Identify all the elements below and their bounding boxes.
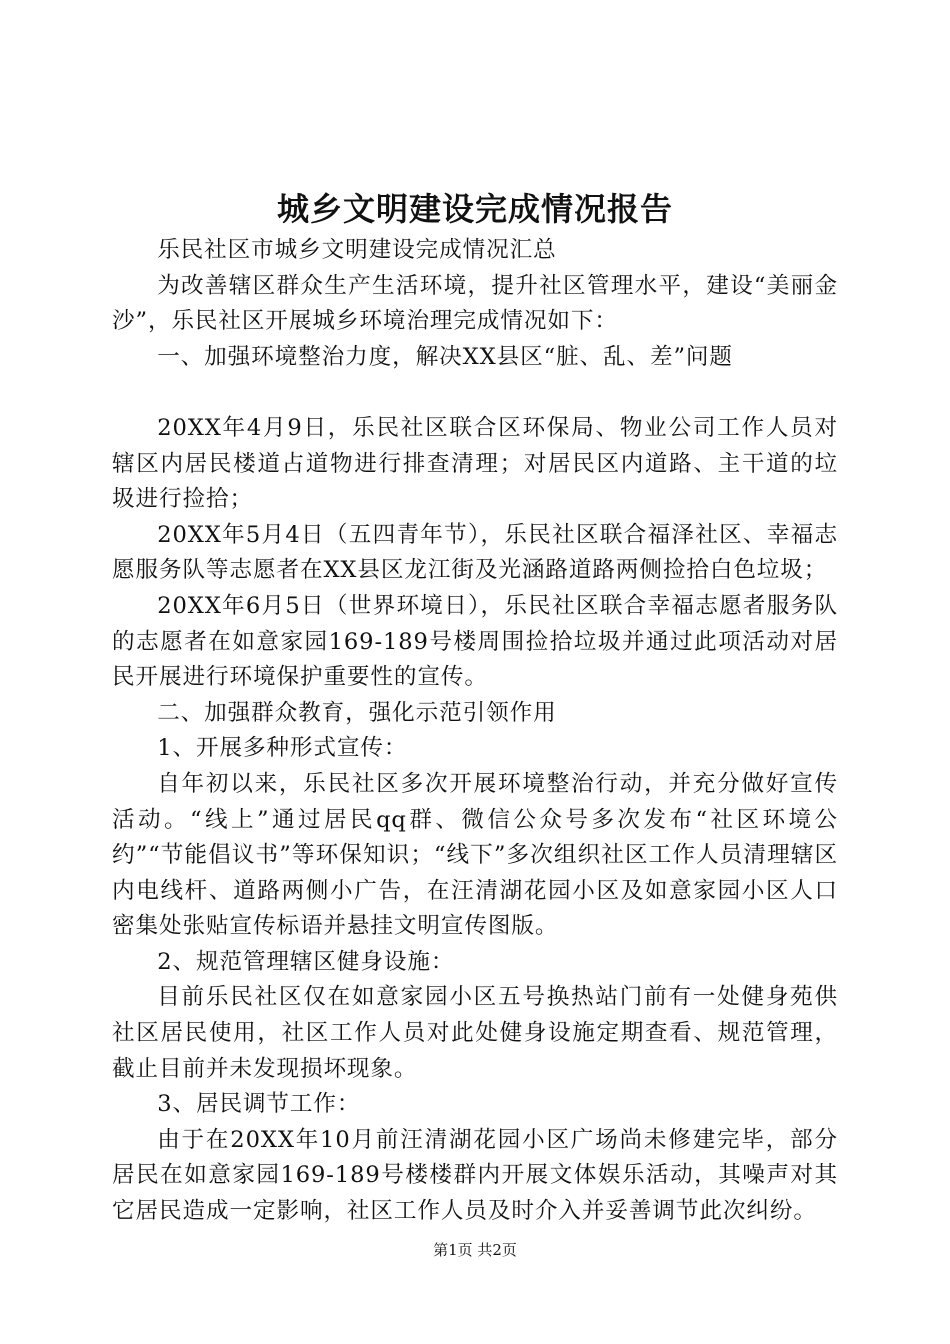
subheading-publicity: 1、开展多种形式宣传： — [157, 735, 408, 762]
paragraph-fitness: 目前乐民社区仅在如意家园小区五号换热站门前有一处健身苑供社区居民使用，社区工作人员对此处健身设施定期查看、规范管理，截止目前并未发现损坏现象。 — [112, 984, 838, 1082]
paragraph-summary-heading: 乐民社区市城乡文明建设完成情况汇总 — [157, 237, 557, 263]
paragraph-publicity: 自年初以来，乐民社区多次开展环境整治行动，并充分做好宣传活动。“线上”通过居民qq群、微信公众号多次发布“社区环境公约”“节能倡议书”等环保知识；“线下”多次组织社区工作人员清理辖区内电线杆、道路两侧小广告，在汪清湖花园小区及如意家园小区人口密集处张贴宣传标语并悬挂文明宣传图版。 — [112, 770, 838, 940]
subheading-mediation: 3、居民调节工作： — [157, 1091, 361, 1118]
section-heading-2: 二、加强群众教育，强化示范引领作用 — [157, 699, 557, 726]
document-title: 城乡文明建设完成情况报告 — [276, 190, 673, 228]
section-heading-1: 一、加强环境整治力度，解决XX县区“脏、乱、差”问题 — [157, 343, 733, 370]
subheading-fitness: 2、规范管理辖区健身设施： — [157, 948, 455, 975]
paragraph-june-activity: 20XX年6月5日（世界环境日），乐民社区联合幸福志愿者服务队的志愿者在如意家园169-189号楼周围捡拾垃圾并通过此项活动对居民开展进行环境保护重要性的宣传。 — [112, 592, 838, 691]
paragraph-april-activity: 20XX年4月9日，乐民社区联合区环保局、物业公司工作人员对辖区内居民楼道占道物进行排查清理；对居民区内道路、主干道的垃圾进行捡拾； — [112, 414, 838, 513]
paragraph-mediation: 由于在20XX年10月前汪清湖花园小区广场尚未修建完毕，部分居民在如意家园169-189号楼楼群内开展文体娱乐活动，其噪声对其它居民造成一定影响，社区工作人员及时介入并妥善调节此次纠纷。 — [112, 1126, 838, 1225]
document-body — [112, 233, 838, 1230]
paragraph-intro: 为改善辖区群众生产生活环境，提升社区管理水平，建设“美丽金沙”，乐民社区开展城乡环境治理完成情况如下： — [112, 272, 838, 335]
paragraph-may-activity: 20XX年5月4日（五四青年节），乐民社区联合福泽社区、幸福志愿服务队等志愿者在XX县区龙江街及光涵路道路两侧捡拾白色垃圾； — [112, 521, 838, 584]
blank-line — [112, 375, 838, 411]
page-number-footer: 第1页 共2页 — [433, 1241, 517, 1259]
